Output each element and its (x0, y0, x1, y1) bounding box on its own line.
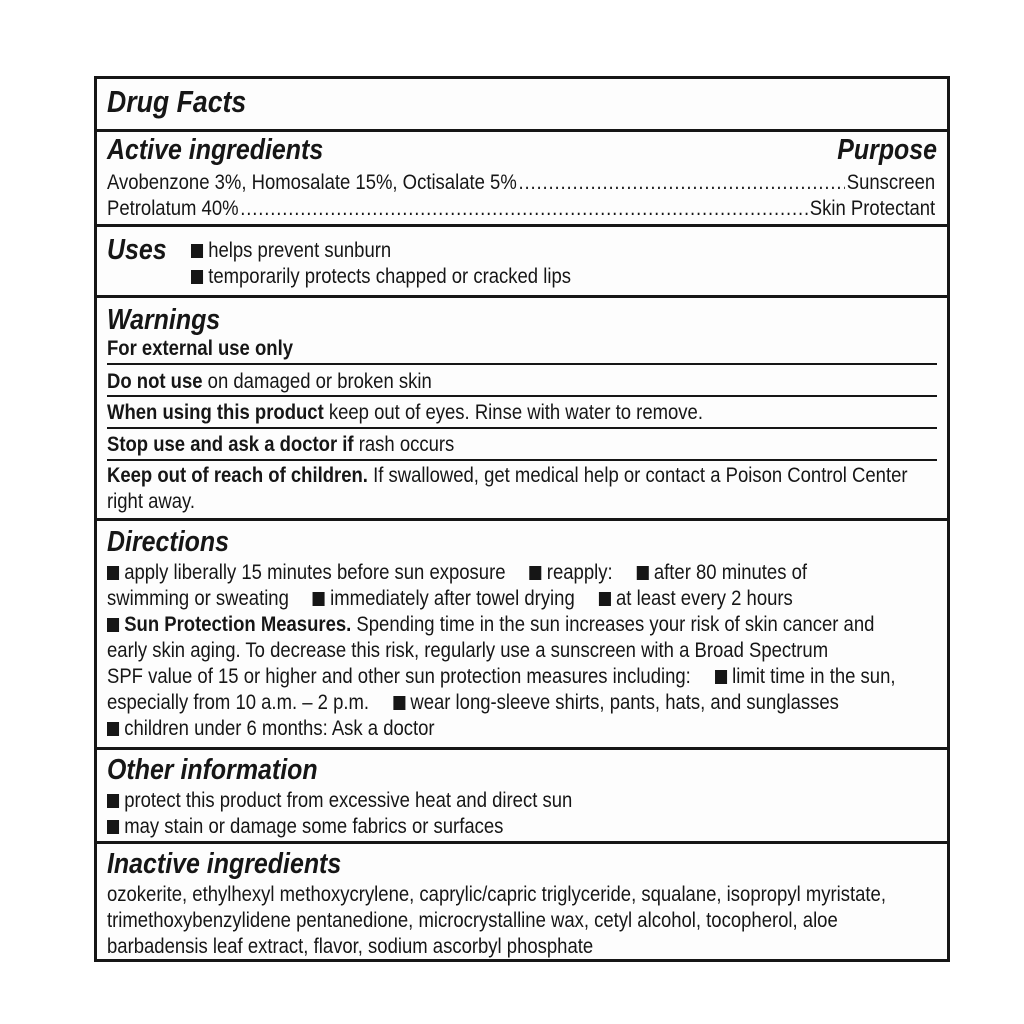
drug-facts-panel (94, 76, 950, 962)
divider (107, 395, 937, 397)
purpose: Skin Protectant (809, 196, 936, 220)
bullet-icon (599, 592, 611, 606)
uses-item: helps prevent sunburn (191, 237, 833, 263)
other-information-section: Other information protect this product from excessive heat and direct sun may stain or damage some fabrics or surfaces (107, 754, 573, 838)
active-row (107, 195, 935, 221)
active-row (107, 169, 935, 195)
do-not-use: Do not use on damaged or broken skin (107, 369, 432, 393)
purpose-heading: Purpose (837, 134, 937, 166)
other-heading: Other information (107, 754, 318, 786)
divider (107, 459, 937, 461)
directions-section: Directions apply liberally 15 minutes before sun exposure reapply: after 80 minutes of swimming or sweating immediately after towel drying at least every 2 hours Sun Protection Measures. Spending time in the sun increases your risk of skin cancer and early skin aging. To decrease this risk, regularly use a sunscreen with a Broad Spectrum SPF value of 15 or higher and other sun protection measures including: limit time in the sun, especially from 10 a.m. – 2 p.m. wear long-sleeve shirts, pants, hats, and sunglasses children under 6 months: Ask a doctor (107, 526, 896, 740)
ingredient: Petrolatum 40% (107, 196, 239, 220)
bullet-icon (191, 244, 203, 258)
bullet-icon (107, 820, 119, 834)
active-heading: Active ingredients (107, 134, 324, 166)
divider (97, 747, 947, 750)
when-using: When using this product keep out of eyes. Rinse with water to remove. (107, 400, 703, 424)
external-use-text: For external use only (107, 336, 293, 360)
inactive-text: ozokerite, ethylhexyl methoxycrylene, caprylic/capric triglyceride, squalane, isopropyl myristate, trimethoxybenzylidene pentanedione, microcrystalline wax, cetyl alcohol, tocopherol, aloe barbadensis leaf extract, flavor, sodium ascorbyl phosphate (107, 882, 886, 958)
keep-out-of-reach: Keep out of reach of children. If swallowed, get medical help or contact a Poison Control Center right away. (107, 463, 908, 513)
bullet-icon (107, 794, 119, 808)
inactive-heading: Inactive ingredients (107, 848, 342, 880)
bullet-icon (107, 722, 119, 736)
divider (97, 295, 947, 298)
warnings-section (97, 303, 947, 361)
active-ingredients-section (97, 133, 947, 227)
divider (97, 224, 947, 227)
warnings-heading: Warnings (107, 304, 221, 336)
divider (97, 518, 947, 521)
inactive-ingredients-section (97, 847, 947, 959)
bullet-icon (637, 566, 649, 580)
stop-use: Stop use and ask a doctor if rash occurs (107, 432, 455, 456)
bullet-icon (191, 270, 203, 284)
divider (107, 427, 937, 429)
title-section (97, 85, 947, 119)
bullet-icon (530, 566, 542, 580)
divider (97, 129, 947, 132)
divider (97, 841, 947, 844)
bullet-icon (715, 670, 727, 684)
bullet-icon (107, 618, 119, 632)
page-title: Drug Facts (107, 84, 247, 119)
divider (107, 363, 937, 365)
directions-heading: Directions (107, 526, 229, 558)
uses-section (97, 233, 947, 289)
ingredient: Avobenzone 3%, Homosalate 15%, Octisalate 5% (107, 170, 517, 194)
bullet-icon (393, 696, 405, 710)
bullet-icon (313, 592, 325, 606)
purpose: Sunscreen (846, 170, 936, 194)
bullet-icon (107, 566, 119, 580)
uses-item: temporarily protects chapped or cracked lips (191, 263, 833, 289)
uses-heading: Uses (107, 234, 167, 266)
